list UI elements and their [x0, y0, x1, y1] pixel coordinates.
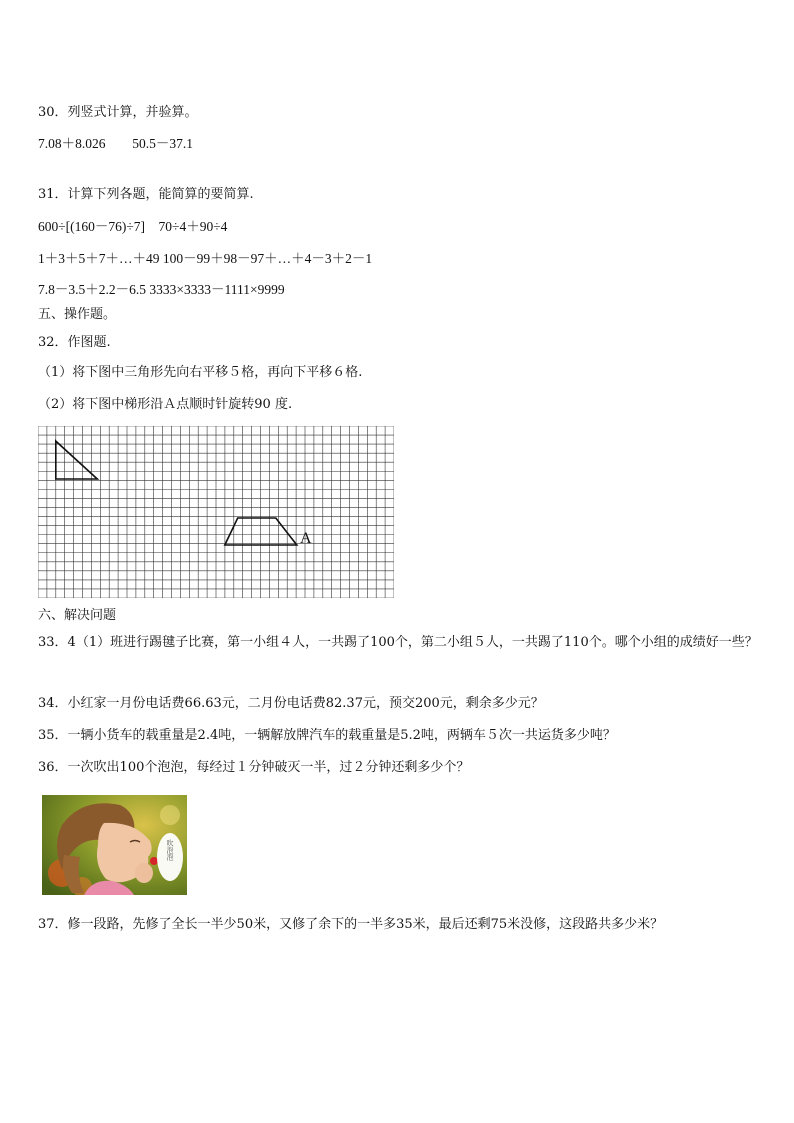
point-a-label: A	[300, 530, 312, 547]
grid-svg	[38, 426, 394, 598]
triangle-shape	[56, 441, 98, 479]
q32-part1: （1）将下图中三角形先向右平移５格，再向下平移６格.	[38, 365, 363, 380]
q31-title: 31．计算下列各题，能简算的要简算.	[38, 187, 254, 202]
grid-lines	[38, 426, 394, 598]
q37-text: 37．修一段路，先修了全长一半少50米，又修了余下的一半多35米，最后还剩75米没修，这段路共多少米？	[38, 917, 664, 932]
drawing-grid	[38, 426, 394, 598]
bubble-girl-illustration	[42, 795, 187, 895]
q30-title: 30．列竖式计算，并验算。	[38, 105, 198, 120]
q36-text: 36．一次吹出100个泡泡，每经过１分钟破灭一半，过２分钟还剩多少个？	[38, 760, 470, 775]
q31-row1: 600÷[(160－76)÷7] 70÷4＋90÷4	[38, 219, 228, 234]
bubble-text: 吹泡泡	[166, 839, 174, 861]
q30-expr1: 7.08＋8.026	[38, 136, 106, 151]
q30-expressions	[38, 135, 193, 153]
q34-text: 34．小红家一月份电话费66.63元，二月份电话费82.37元，预交200元，剩余多少元？	[38, 696, 544, 711]
q35-text: 35．一辆小货车的载重量是2.4吨，一辆解放牌汽车的载重量是5.2吨，两辆车５次一共运货多少吨？	[38, 728, 616, 743]
section6-title: 六、解决问题	[38, 608, 117, 623]
q31-row3: 7.8－3.5＋2.2－6.5 3333×3333－1111×9999	[38, 282, 285, 297]
section5-title: 五、操作题。	[38, 307, 117, 322]
q33-text: 33．4（1）班进行踢毽子比赛，第一小组４人，一共踢了100个，第二小组５人，一共踢了110个。哪个小组的成绩好一些？	[38, 635, 758, 650]
q32-title: 32．作图题.	[38, 335, 111, 350]
q30-expr2: 50.5－37.1	[132, 136, 193, 151]
q32-part2: （2）将下图中梯形沿Ａ点顺时针旋转90 度.	[38, 397, 293, 412]
bubble-girl-photo	[42, 795, 187, 895]
q31-row2: 1＋3＋5＋7＋…＋49 100－99＋98－97＋…＋4－3＋2－1	[38, 251, 373, 266]
